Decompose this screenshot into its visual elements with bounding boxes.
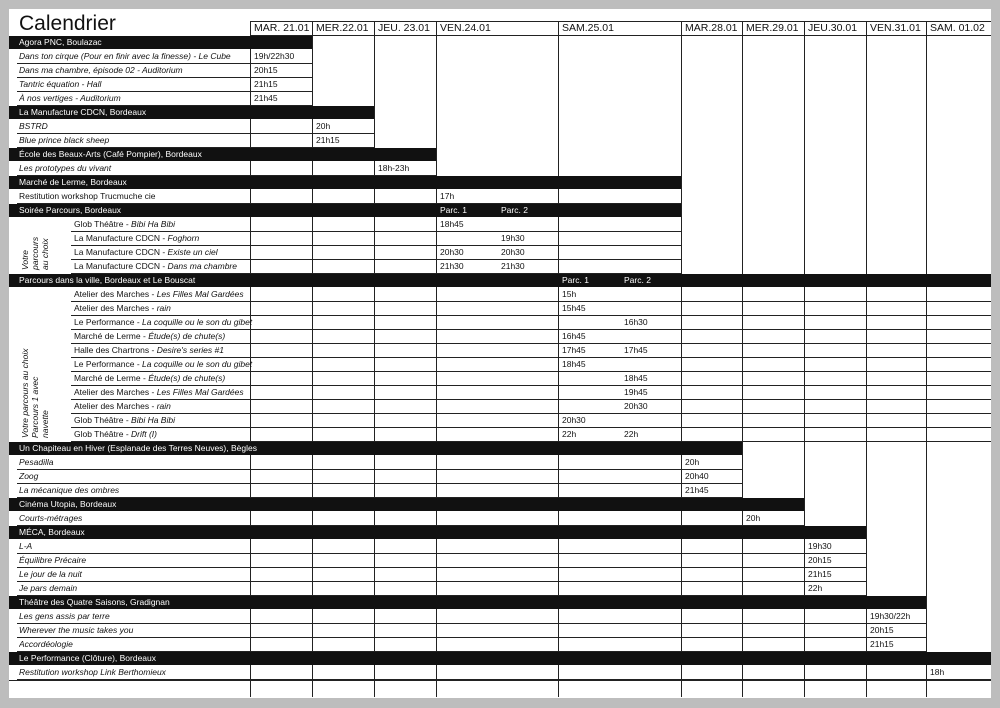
parcours-label: Parc. 2 <box>501 205 528 215</box>
event-time: 16h30 <box>624 317 648 327</box>
event-time: 21h15 <box>254 79 278 89</box>
event-time: 20h <box>746 513 761 523</box>
day-header: MER.29.01 <box>746 22 799 34</box>
event-place: Glob Théâtre <box>74 219 124 229</box>
event-time: 19h30/22h <box>870 611 911 621</box>
separator: - <box>123 219 132 229</box>
venue-name: Cinéma Utopia, Bordeaux <box>19 499 117 509</box>
event-time: 15h45 <box>562 303 586 313</box>
event-time: 21h45 <box>685 485 709 495</box>
separator: - <box>149 401 157 411</box>
event-label <box>74 330 555 343</box>
event-show: Bibi Ha Bibi <box>131 415 175 425</box>
event-time: 21h15 <box>870 639 894 649</box>
event-label: Restitution workshop Trucmuche cie <box>19 191 156 201</box>
event-label <box>74 344 555 357</box>
event-label: Les gens assis par terre <box>19 611 110 621</box>
event-label <box>74 302 555 315</box>
event-label <box>74 218 433 231</box>
event-time: 20h15 <box>808 555 832 565</box>
event-label <box>74 386 555 399</box>
column-divider <box>926 21 927 697</box>
event-show: rain <box>156 303 171 313</box>
event-place: Marché de Lerme <box>74 373 141 383</box>
venue-name: Agora PNC, Boulazac <box>19 37 102 47</box>
event-time: 19h30 <box>501 233 525 243</box>
venue-bar <box>9 176 681 189</box>
event-label <box>74 358 555 371</box>
event-label <box>74 232 433 245</box>
event-time: 16h45 <box>562 331 586 341</box>
separator: - <box>140 331 149 341</box>
venue-bar <box>9 274 991 287</box>
event-time: 21h45 <box>254 93 278 103</box>
event-time: 20h15 <box>870 625 894 635</box>
venue-name: Parcours dans la ville, Bordeaux et Le Bouscat <box>19 275 196 285</box>
venue-bar <box>9 652 991 665</box>
event-time: 20h <box>685 457 700 467</box>
event-time: 18h-23h <box>378 163 410 173</box>
venue-bar <box>9 526 866 539</box>
event-time: 20h30 <box>562 415 586 425</box>
event-place: Le Performance <box>74 359 135 369</box>
event-time: 21h15 <box>316 135 340 145</box>
event-label <box>74 316 555 329</box>
event-label: Le jour de la nuit <box>19 569 82 579</box>
event-show: rain <box>156 401 171 411</box>
event-place: La Manufacture CDCN <box>74 233 160 243</box>
event-time: 20h40 <box>685 471 709 481</box>
separator: - <box>159 247 168 257</box>
event-time: 21h15 <box>808 569 832 579</box>
event-time: 19h45 <box>624 387 648 397</box>
venue-bar <box>9 204 681 217</box>
event-time: 21h30 <box>501 261 525 271</box>
event-time: 21h30 <box>440 261 464 271</box>
separator: - <box>123 429 132 439</box>
parcours-label: Parc. 2 <box>624 275 651 285</box>
event-place: Atelier des Marches <box>74 289 150 299</box>
event-show: Étude(s) de chute(s) <box>148 331 226 341</box>
event-show: Existe un ciel <box>167 247 218 257</box>
event-time: 18h45 <box>624 373 648 383</box>
event-place: Glob Théâtre <box>74 415 124 425</box>
event-show: Desire's series #1 <box>156 345 224 355</box>
event-label: Restitution workshop Link Berthomieux <box>19 667 166 677</box>
event-label: Blue prince black sheep <box>19 135 110 145</box>
event-label: Les prototypes du vivant <box>19 163 112 173</box>
event-place: Le Performance <box>74 317 135 327</box>
event-label: Accordéologie <box>19 639 73 649</box>
separator: - <box>149 303 157 313</box>
page-title: Calendrier <box>19 12 116 35</box>
parcours-label: Parc. 1 <box>440 205 467 215</box>
event-time: 22h <box>624 429 639 439</box>
day-header: SAM.25.01 <box>562 22 614 34</box>
event-place: La Manufacture CDCN <box>74 261 160 271</box>
venue-name: Marché de Lerme, Bordeaux <box>19 177 127 187</box>
event-time: 22h <box>808 583 823 593</box>
side-label: Votre parcours au choix <box>20 236 50 270</box>
event-label: L-A <box>19 541 33 551</box>
separator: - <box>149 387 157 397</box>
event-time: 17h <box>440 191 455 201</box>
event-label <box>74 246 433 259</box>
event-place: Atelier des Marches <box>74 303 150 313</box>
event-label: Dans ma chambre, épisode 02 - Auditorium <box>19 65 183 75</box>
event-time: 18h45 <box>562 359 586 369</box>
venue-name: Soirée Parcours, Bordeaux <box>19 205 122 215</box>
header-rule <box>250 35 991 36</box>
event-label: À nos vertiges - Auditorium <box>19 93 121 103</box>
event-label: Courts-métrages <box>19 513 83 523</box>
event-label: Équilibre Précaire <box>19 555 87 565</box>
side-label: Votre parcours au choix Parcours 1 avec navette <box>20 348 50 438</box>
day-header: JEU. 23.01 <box>378 22 430 34</box>
separator: - <box>149 289 157 299</box>
event-place: Atelier des Marches <box>74 401 150 411</box>
event-label <box>74 428 555 441</box>
event-place: Glob Théâtre <box>74 429 124 439</box>
event-label <box>74 260 433 273</box>
day-header: MAR.28.01 <box>685 22 738 34</box>
event-show: Les Filles Mal Gardées <box>156 289 244 299</box>
calendar-sheet <box>9 9 991 698</box>
event-time: 19h30 <box>808 541 832 551</box>
event-time: 20h <box>316 121 331 131</box>
venue-name: Un Chapiteau en Hiver (Esplanade des Terres Neuves), Bègles <box>19 443 257 453</box>
venue-name: La Manufacture CDCN, Bordeaux <box>19 107 147 117</box>
event-show: Les Filles Mal Gardées <box>156 387 244 397</box>
event-time: 17h45 <box>562 345 586 355</box>
event-time: 20h30 <box>624 401 648 411</box>
event-time: 22h <box>562 429 577 439</box>
venue-bar <box>9 498 804 511</box>
event-time: 20h30 <box>440 247 464 257</box>
separator: - <box>123 415 132 425</box>
event-show: Drift (I) <box>131 429 157 439</box>
venue-name: MÉCA, Bordeaux <box>19 527 85 537</box>
event-label: Pesadilla <box>19 457 54 467</box>
day-header: SAM. 01.02 <box>930 22 985 34</box>
event-place: Atelier des Marches <box>74 387 150 397</box>
separator: - <box>149 345 157 355</box>
event-label <box>74 288 555 301</box>
event-place: Halle des Chartrons <box>74 345 150 355</box>
day-header: MAR. 21.01 <box>254 22 310 34</box>
separator: - <box>134 359 143 369</box>
event-show: Foghorn <box>167 233 200 243</box>
event-show: Dans ma chambre <box>167 261 237 271</box>
event-time: 20h30 <box>501 247 525 257</box>
venue-name: Le Performance (Clôture), Bordeaux <box>19 653 157 663</box>
day-header: JEU.30.01 <box>808 22 858 34</box>
event-label: Tantric équation - Hall <box>19 79 102 89</box>
event-label <box>74 414 555 427</box>
event-label: La mécanique des ombres <box>19 485 120 495</box>
event-time: 18h <box>930 667 945 677</box>
day-header: MER.22.01 <box>316 22 369 34</box>
event-place: Marché de Lerme <box>74 331 141 341</box>
venue-bar <box>9 596 926 609</box>
event-time: 17h45 <box>624 345 648 355</box>
event-label: Je pars demain <box>19 583 78 593</box>
separator: - <box>159 261 168 271</box>
day-header: VEN.31.01 <box>870 22 921 34</box>
event-show: La coquille ou le son du gibet <box>142 359 253 369</box>
event-time: 20h15 <box>254 65 278 75</box>
separator: - <box>134 317 143 327</box>
event-time: 18h45 <box>440 219 464 229</box>
event-show: Bibi Ha Bibi <box>131 219 175 229</box>
grid-bottom <box>9 680 991 681</box>
event-time: 15h <box>562 289 577 299</box>
day-header: VEN.24.01 <box>440 22 491 34</box>
venue-bar <box>9 106 374 119</box>
venue-bar <box>9 36 312 49</box>
venue-name: École des Beaux-Arts (Café Pompier), Bordeaux <box>19 149 202 159</box>
event-label: Dans ton cirque (Pour en finir avec la finesse) - Le Cube <box>19 51 231 61</box>
separator: - <box>140 373 149 383</box>
venue-name: Théâtre des Quatre Saisons, Gradignan <box>19 597 170 607</box>
event-label: BSTRD <box>19 121 48 131</box>
venue-bar <box>9 148 436 161</box>
event-place: La Manufacture CDCN <box>74 247 160 257</box>
separator: - <box>159 233 168 243</box>
parcours-label: Parc. 1 <box>562 275 589 285</box>
event-label <box>74 400 555 413</box>
event-time: 19h/22h30 <box>254 51 295 61</box>
event-show: Étude(s) de chute(s) <box>148 373 226 383</box>
event-label: Wherever the music takes you <box>19 625 134 635</box>
event-show: La coquille ou le son du gibet <box>142 317 253 327</box>
event-label: Zoog <box>19 471 39 481</box>
venue-bar <box>9 442 742 455</box>
event-label <box>74 372 555 385</box>
